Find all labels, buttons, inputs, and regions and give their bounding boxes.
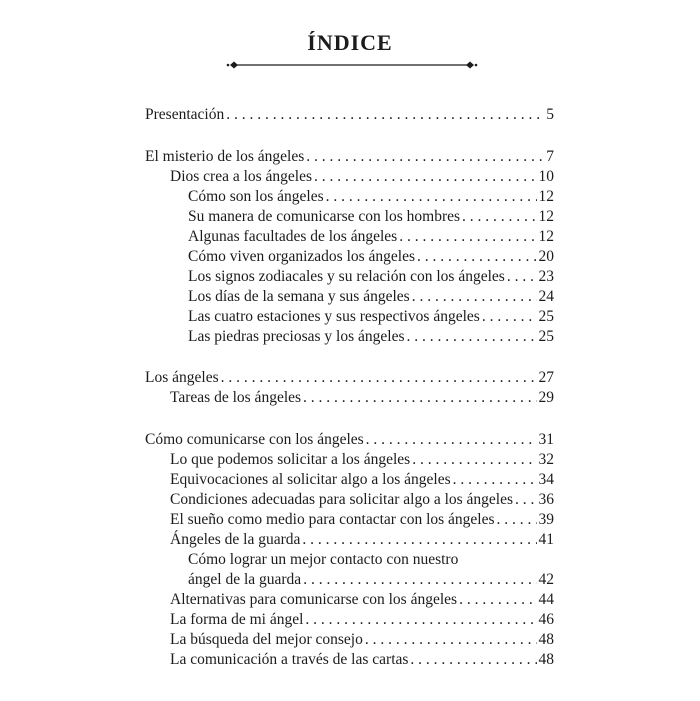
toc-entry[interactable]: [188, 286, 554, 308]
leader-dots: [462, 206, 536, 228]
toc-entry[interactable]: [145, 367, 554, 389]
toc-entry[interactable]: [170, 649, 554, 671]
toc-entry-label: El misterio de los ángeles: [145, 148, 305, 165]
toc-entry-page: 46: [538, 611, 554, 628]
leader-dots: [417, 246, 536, 268]
toc-entry[interactable]: [170, 589, 554, 611]
leader-dots: [497, 509, 537, 531]
toc-entry-label: Ángeles de la guarda: [170, 531, 301, 548]
leader-dots: [482, 306, 537, 328]
toc-entry-label: Presentación: [145, 106, 225, 123]
toc-entry-page: 42: [538, 571, 554, 588]
toc-entry[interactable]: [170, 387, 554, 409]
toc-entry-label: La forma de mi ángel: [170, 611, 304, 628]
toc-entry[interactable]: [170, 509, 554, 531]
leader-dots: [453, 469, 537, 491]
leader-dots: [459, 589, 536, 611]
toc-entry[interactable]: [170, 629, 554, 651]
toc-entry-page: 25: [538, 308, 554, 325]
toc-entry-label: Equivocaciones al solicitar algo a los ángeles: [170, 471, 451, 488]
toc-entry[interactable]: [170, 166, 554, 188]
toc-entry[interactable]: [145, 429, 554, 451]
toc-entry-label: La búsqueda del mejor consejo: [170, 631, 363, 648]
leader-dots: [507, 266, 537, 288]
toc-entry[interactable]: [145, 146, 554, 168]
toc-entry-page: 5: [546, 106, 554, 123]
toc-entry-label: Condiciones adecuadas para solicitar algo a los ángeles: [170, 491, 514, 508]
toc-entry-page: 7: [546, 148, 554, 165]
toc-entry[interactable]: [188, 569, 554, 591]
toc-entry-label: ángel de la guarda: [188, 571, 302, 588]
leader-dots: [303, 569, 536, 591]
toc-entry[interactable]: [188, 306, 554, 328]
toc-entry-label: Algunas facultades de los ángeles: [188, 228, 398, 245]
toc-entry-page: 12: [538, 188, 554, 205]
toc-entry-page: 27: [538, 369, 554, 386]
toc-entry[interactable]: [170, 469, 554, 491]
toc-entry[interactable]: [145, 104, 554, 126]
toc-entry-label: Dios crea a los ángeles: [170, 168, 313, 185]
leader-dots: [366, 429, 537, 451]
leader-dots: [412, 286, 537, 308]
toc-entry[interactable]: [188, 186, 554, 208]
toc-entry-label: Las cuatro estaciones y sus respectivos ángeles: [188, 308, 480, 325]
leader-dots: [407, 326, 537, 348]
toc-entry-page: 20: [538, 248, 554, 265]
leader-dots: [221, 367, 537, 389]
toc-entry-label: Las piedras preciosas y los ángeles: [188, 328, 405, 345]
leader-dots: [515, 489, 536, 511]
toc-entry-page: 39: [538, 511, 554, 528]
toc-entry-page: 29: [538, 389, 554, 406]
toc-entry-label: El sueño como medio para contactar con los ángeles: [170, 511, 495, 528]
toc-entry-label: Los ángeles: [145, 369, 219, 386]
toc-entry-page: 24: [538, 288, 554, 305]
toc-entry-label: Los días de la semana y sus ángeles: [188, 288, 410, 305]
toc-entry[interactable]: [188, 206, 554, 228]
toc-entry-label: Cómo viven organizados los ángeles: [188, 248, 416, 265]
toc-entry-label: Tareas de los ángeles: [170, 389, 302, 406]
toc-entry-label: Su manera de comunicarse con los hombres: [188, 208, 461, 225]
toc-entry-page: 32: [538, 451, 554, 468]
toc-entry-page: 25: [538, 328, 554, 345]
toc-entry-page: 12: [538, 228, 554, 245]
leader-dots: [412, 449, 536, 471]
leader-dots: [305, 609, 536, 631]
toc-entry[interactable]: [170, 489, 554, 511]
leader-dots: [410, 649, 536, 671]
toc-entry-page: 12: [538, 208, 554, 225]
leader-dots: [399, 226, 536, 248]
toc-entry[interactable]: [188, 266, 554, 288]
toc-entry-page: 48: [538, 651, 554, 668]
toc-entry-label: La comunicación a través de las cartas: [170, 651, 409, 668]
toc-entry-page: 34: [538, 471, 554, 488]
page-title: ÍNDICE: [307, 30, 393, 55]
toc-entry[interactable]: [170, 449, 554, 471]
toc-entry-label[interactable]: Cómo lograr un mejor contacto con nuestro: [188, 551, 459, 568]
toc-entry-page: 44: [538, 591, 554, 608]
toc-entry-label: Los signos zodiacales y su relación con los ángeles: [188, 268, 505, 285]
toc-entry[interactable]: [170, 529, 554, 551]
toc-entry[interactable]: [188, 226, 554, 248]
toc-entry-page: 23: [538, 268, 554, 285]
toc-entry-label: Lo que podemos solicitar a los ángeles: [170, 451, 411, 468]
leader-dots: [303, 387, 536, 409]
leader-dots: [365, 629, 537, 651]
leader-dots: [226, 104, 544, 126]
toc-entry[interactable]: [188, 326, 554, 348]
toc-entry-page: 48: [538, 631, 554, 648]
toc-entry[interactable]: [170, 609, 554, 631]
leader-dots: [302, 529, 536, 551]
toc-entry-label: Cómo son los ángeles: [188, 188, 324, 205]
toc-entry-page: 10: [538, 168, 554, 185]
toc-entry-page: 36: [538, 491, 554, 508]
leader-dots: [326, 186, 537, 208]
leader-dots: [306, 146, 544, 168]
toc-entry[interactable]: [188, 246, 554, 268]
toc-entry-label: Alternativas para comunicarse con los ángeles: [170, 591, 458, 608]
toc-entry-page: 41: [538, 531, 554, 548]
toc-entry-page: 31: [538, 431, 554, 448]
leader-dots: [314, 166, 536, 188]
toc-entry-label: Cómo comunicarse con los ángeles: [145, 431, 364, 448]
